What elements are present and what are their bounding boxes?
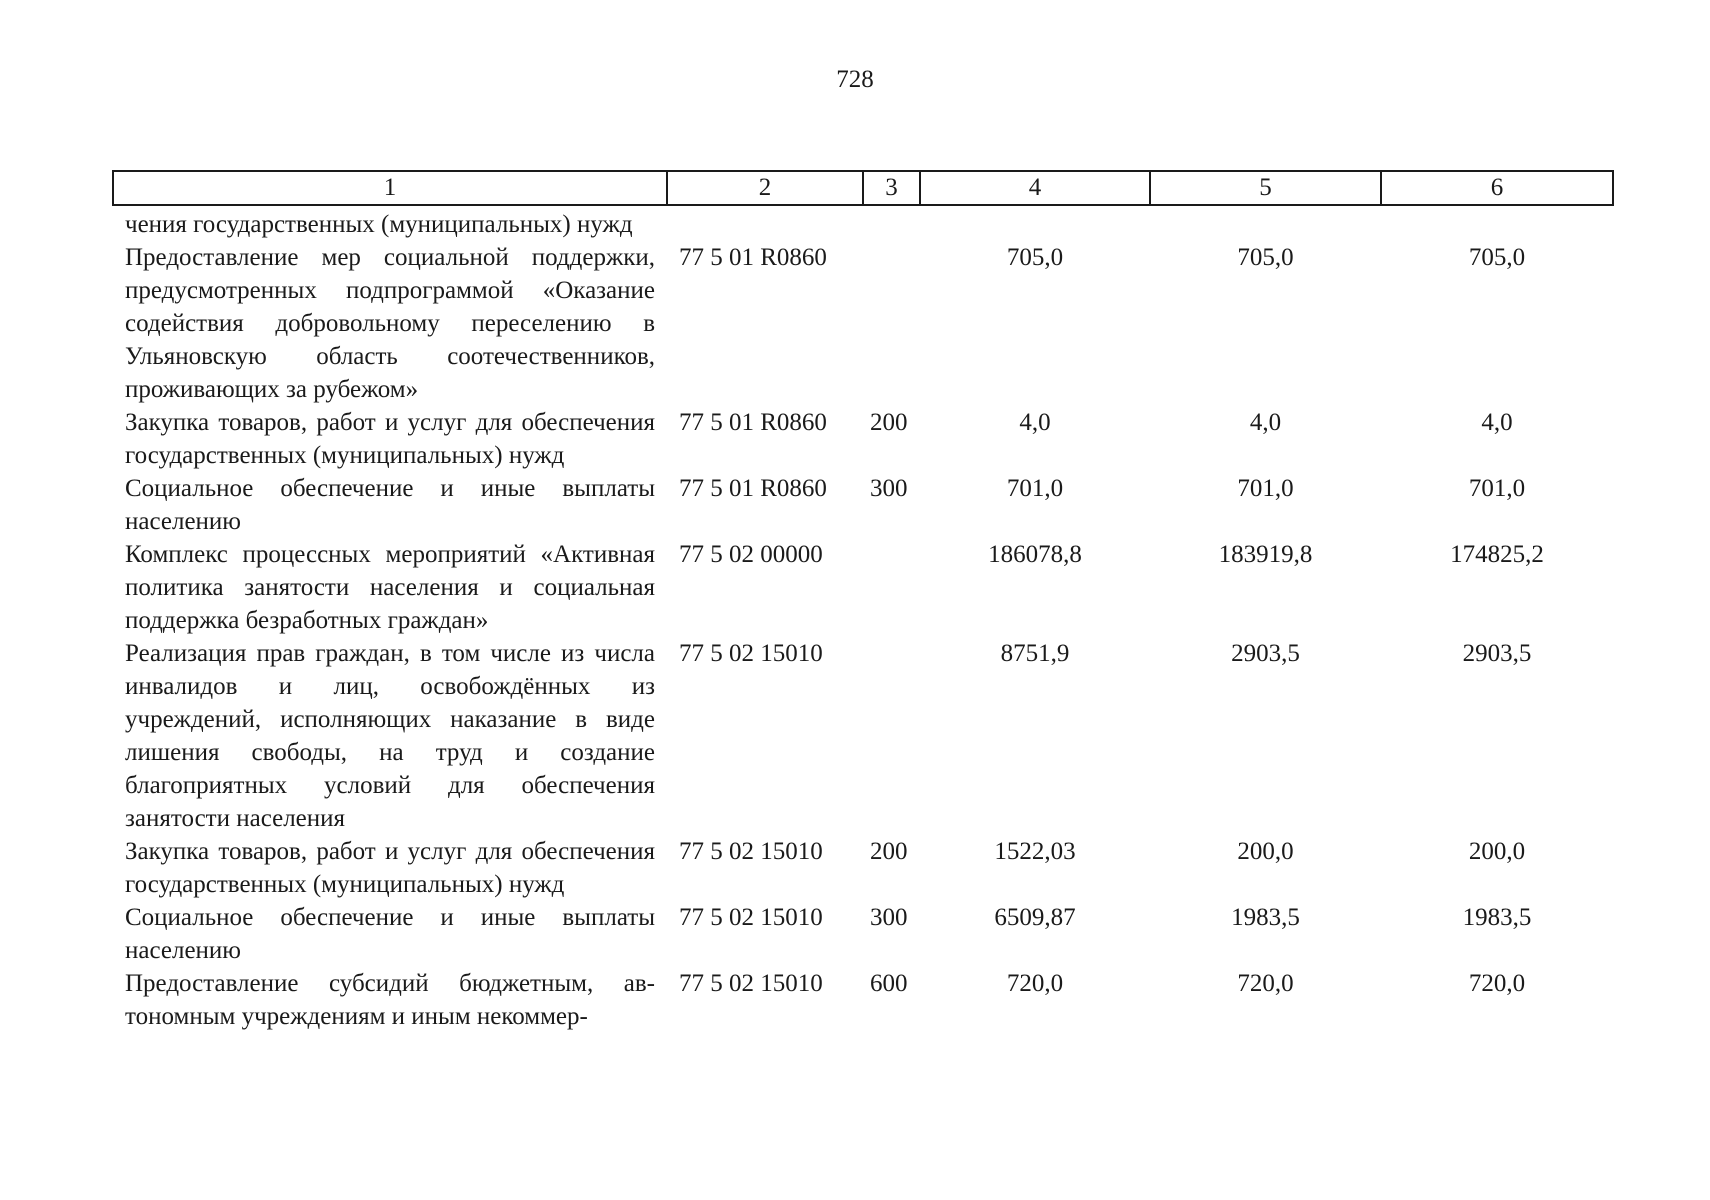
row-type (863, 241, 920, 406)
row-code: 77 5 02 00000 (679, 541, 823, 568)
table-row (113, 205, 1613, 241)
row-value-6: 720,0 (1468, 970, 1526, 997)
row-code: 77 5 02 15010 (679, 970, 823, 997)
column-header-1: 1 (113, 171, 667, 205)
row-value-4: 8751,9 (1000, 640, 1070, 667)
budget-table (112, 170, 1614, 1033)
row-type: 600 (870, 970, 908, 997)
header-row (113, 171, 1613, 205)
row-name: Предоставление мер социальной поддержки, предусмотренных подпрограммой «Оказание содействия добровольному переселению в Ульяновскую область соотечественников, проживающих за рубежом» (125, 244, 655, 403)
row-value-4: 1522,03 (994, 838, 1076, 865)
row-value-6: 174825,2 (1450, 541, 1544, 568)
row-value-5: 183919,8 (1218, 541, 1313, 568)
row-code: 77 5 02 15010 (679, 838, 823, 865)
table-row (113, 637, 1613, 835)
row-code: 77 5 01 R0860 (679, 475, 827, 502)
table-row (113, 967, 1613, 1033)
row-value-4: 705,0 (1006, 244, 1064, 271)
row-code (667, 205, 863, 241)
row-code: 77 5 01 R0860 (679, 409, 827, 436)
column-header-4: 4 (920, 171, 1150, 205)
row-name: чения государственных (муниципальных) нужд (125, 211, 633, 238)
row-name: Комплекс процессных мероприятий «Активная политика занятости населения и социальная поддержка безработных граждан» (125, 541, 655, 634)
row-value-6: 2903,5 (1462, 640, 1532, 667)
row-name: Социальное обеспечение и иные выплаты населению (125, 904, 655, 964)
row-value-5 (1150, 205, 1381, 241)
row-code: 77 5 02 15010 (679, 640, 823, 667)
row-name: Закупка товаров, работ и услуг для обеспечения государственных (муниципальных) нужд (125, 409, 655, 469)
row-value-6: 701,0 (1468, 475, 1526, 502)
row-value-6 (1381, 205, 1613, 241)
row-value-6: 200,0 (1468, 838, 1526, 865)
row-code: 77 5 01 R0860 (679, 244, 827, 271)
column-header-6: 6 (1381, 171, 1613, 205)
table-header (113, 171, 1613, 205)
row-value-4: 4,0 (1019, 409, 1051, 436)
row-value-5: 705,0 (1237, 244, 1294, 271)
column-header-2: 2 (667, 171, 863, 205)
column-header-5: 5 (1150, 171, 1381, 205)
row-value-4: 701,0 (1006, 475, 1064, 502)
row-value-4: 186078,8 (988, 541, 1082, 568)
row-name: Предоставление субсидий бюджетным, автономным учреждениям и иным некоммер- (125, 970, 655, 1030)
table-body (113, 205, 1613, 1033)
row-name: Закупка товаров, работ и услуг для обеспечения государственных (муниципальных) нужд (125, 838, 655, 898)
row-value-6: 705,0 (1468, 244, 1526, 271)
row-type (863, 205, 920, 241)
table-row (113, 835, 1613, 901)
row-type (863, 538, 920, 637)
row-value-6: 1983,5 (1462, 904, 1532, 931)
column-header-3: 3 (863, 171, 920, 205)
row-type: 200 (870, 409, 908, 436)
table-row (113, 406, 1613, 472)
row-value-4: 720,0 (1006, 970, 1064, 997)
row-type: 300 (870, 904, 908, 931)
row-type (863, 637, 920, 835)
row-type: 300 (870, 475, 908, 502)
row-value-4: 6509,87 (994, 904, 1076, 931)
page-number: 728 (836, 66, 874, 93)
row-value-6: 4,0 (1481, 409, 1513, 436)
row-value-5: 2903,5 (1231, 640, 1300, 667)
row-value-5: 4,0 (1249, 409, 1282, 436)
row-type: 200 (870, 838, 908, 865)
table-row (113, 901, 1613, 967)
row-value-5: 720,0 (1237, 970, 1294, 997)
row-code: 77 5 02 15010 (679, 904, 823, 931)
row-value-4 (920, 205, 1150, 241)
row-value-5: 701,0 (1237, 475, 1294, 502)
row-name: Реализация прав граждан, в том числе из числа инвалидов и лиц, освобождённых из учреждений, исполняющих наказание в виде лишения свободы, на труд и создание благоприятных условий для обеспечения занятости населения (125, 640, 655, 832)
row-name: Социальное обеспечение и иные выплаты населению (125, 475, 655, 535)
table-row (113, 538, 1613, 637)
table-row (113, 241, 1613, 406)
row-value-5: 1983,5 (1231, 904, 1300, 931)
row-value-5: 200,0 (1237, 838, 1294, 865)
table-row (113, 472, 1613, 538)
